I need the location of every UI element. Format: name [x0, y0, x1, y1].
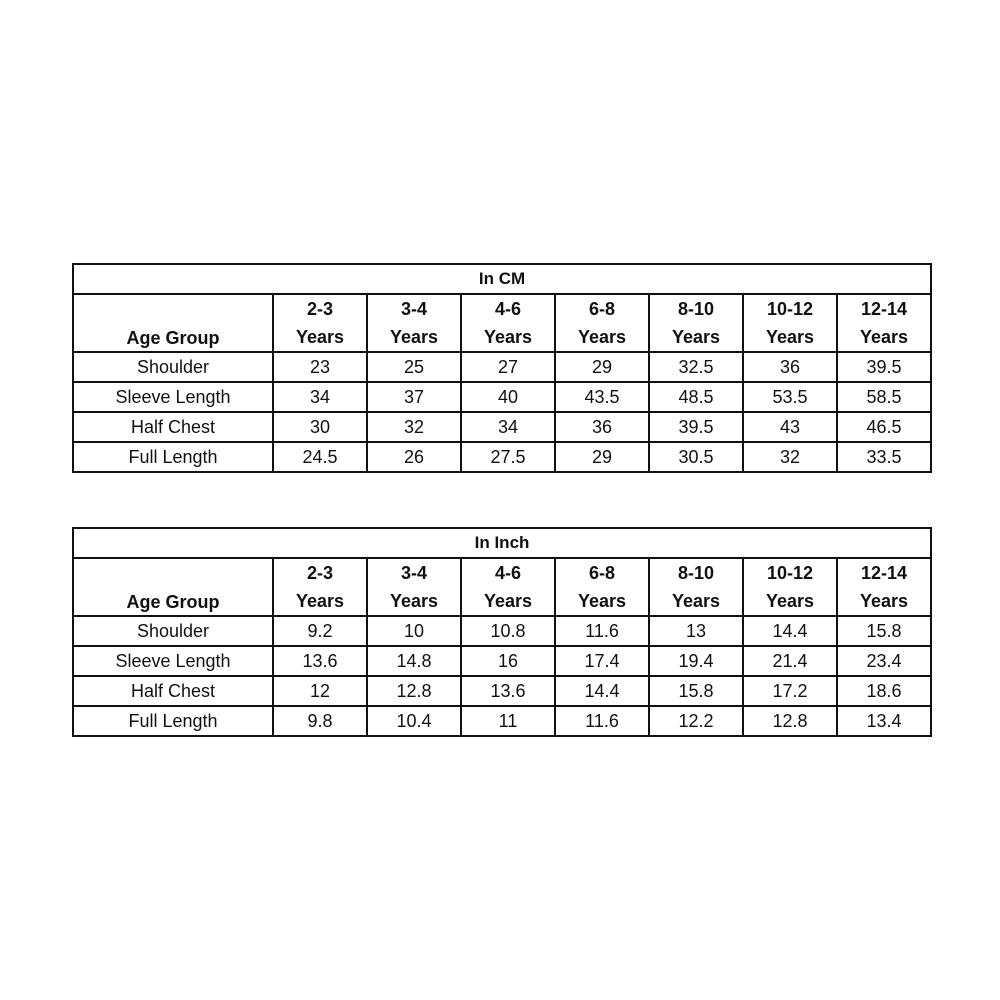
age-range: 10-12	[766, 563, 814, 583]
age-unit: Years	[389, 591, 439, 611]
row-label: Sleeve Length	[73, 382, 273, 412]
table-title-row	[73, 264, 931, 294]
age-unit: Years	[765, 327, 815, 347]
age-group-header	[367, 558, 461, 616]
row-label: Full Length	[73, 706, 273, 736]
table-cell: 29	[555, 442, 649, 472]
table-cell: 18.6	[837, 676, 931, 706]
age-range: 4-6	[494, 299, 521, 319]
age-group-header	[273, 294, 367, 352]
table-cell: 10	[367, 616, 461, 646]
row-label: Shoulder	[73, 352, 273, 382]
table-row	[73, 676, 931, 706]
age-unit: Years	[483, 591, 533, 611]
table-cell: 11	[461, 706, 555, 736]
age-group-label: Age Group	[73, 558, 273, 616]
table-cell: 14.4	[743, 616, 837, 646]
age-group-header	[743, 558, 837, 616]
table-cell: 9.2	[273, 616, 367, 646]
age-group-header	[555, 294, 649, 352]
age-group-header	[743, 294, 837, 352]
table-cell: 13.6	[273, 646, 367, 676]
table-cell: 30.5	[649, 442, 743, 472]
table-cell: 43	[743, 412, 837, 442]
table-cell: 32	[743, 442, 837, 472]
table-cell: 39.5	[649, 412, 743, 442]
age-range: 4-6	[494, 563, 521, 583]
age-unit: Years	[765, 591, 815, 611]
table-cell: 13.4	[837, 706, 931, 736]
table-cell: 21.4	[743, 646, 837, 676]
age-group-label: Age Group	[73, 294, 273, 352]
table-cell: 37	[367, 382, 461, 412]
row-label: Shoulder	[73, 616, 273, 646]
table-cell: 34	[273, 382, 367, 412]
table-cell: 12.8	[743, 706, 837, 736]
row-label: Half Chest	[73, 676, 273, 706]
table-cell: 24.5	[273, 442, 367, 472]
table-cell: 14.4	[555, 676, 649, 706]
table-row	[73, 616, 931, 646]
table-row	[73, 412, 931, 442]
age-unit: Years	[295, 591, 345, 611]
age-unit: Years	[295, 327, 345, 347]
table-cell: 15.8	[649, 676, 743, 706]
table-cell: 13	[649, 616, 743, 646]
table-row	[73, 352, 931, 382]
age-unit: Years	[389, 327, 439, 347]
table-cell: 17.2	[743, 676, 837, 706]
table-cell: 27.5	[461, 442, 555, 472]
table-cell: 29	[555, 352, 649, 382]
age-range: 12-14	[860, 299, 908, 319]
table-cell: 26	[367, 442, 461, 472]
table-cell: 19.4	[649, 646, 743, 676]
age-group-header	[367, 294, 461, 352]
age-range: 8-10	[677, 563, 715, 583]
table-cell: 12.8	[367, 676, 461, 706]
table-cell: 48.5	[649, 382, 743, 412]
age-range: 2-3	[306, 299, 333, 319]
table-cell: 10.4	[367, 706, 461, 736]
header-row	[73, 558, 931, 616]
table-title-row	[73, 528, 931, 558]
age-range: 2-3	[306, 563, 333, 583]
table-cell: 12	[273, 676, 367, 706]
age-unit: Years	[483, 327, 533, 347]
table-cell: 14.8	[367, 646, 461, 676]
age-group-header	[837, 294, 931, 352]
row-label: Half Chest	[73, 412, 273, 442]
table-cell: 36	[555, 412, 649, 442]
age-group-header	[649, 294, 743, 352]
header-row	[73, 294, 931, 352]
table-cell: 25	[367, 352, 461, 382]
table-cell: 33.5	[837, 442, 931, 472]
table-cell: 12.2	[649, 706, 743, 736]
table-cell: 53.5	[743, 382, 837, 412]
table-cell: 36	[743, 352, 837, 382]
table-title: In CM	[73, 264, 931, 294]
age-range: 6-8	[588, 299, 615, 319]
age-range: 10-12	[766, 299, 814, 319]
age-unit: Years	[859, 591, 909, 611]
row-label: Sleeve Length	[73, 646, 273, 676]
age-group-header	[837, 558, 931, 616]
age-range: 8-10	[677, 299, 715, 319]
age-unit: Years	[577, 327, 627, 347]
size-table-cm	[72, 263, 932, 473]
row-label: Full Length	[73, 442, 273, 472]
table-cell: 11.6	[555, 706, 649, 736]
size-table-inch	[72, 527, 932, 737]
age-group-header	[461, 294, 555, 352]
table-cell: 32.5	[649, 352, 743, 382]
age-unit: Years	[671, 327, 721, 347]
table-row	[73, 646, 931, 676]
age-range: 12-14	[860, 563, 908, 583]
table-cell: 16	[461, 646, 555, 676]
age-group-header	[273, 558, 367, 616]
table-cell: 46.5	[837, 412, 931, 442]
table-cell: 34	[461, 412, 555, 442]
age-range: 6-8	[588, 563, 615, 583]
table-cell: 13.6	[461, 676, 555, 706]
table-cell: 17.4	[555, 646, 649, 676]
table-cell: 39.5	[837, 352, 931, 382]
age-range: 3-4	[400, 299, 427, 319]
table-cell: 40	[461, 382, 555, 412]
age-group-header	[555, 558, 649, 616]
table-row	[73, 706, 931, 736]
age-unit: Years	[671, 591, 721, 611]
age-group-header	[461, 558, 555, 616]
table-cell: 9.8	[273, 706, 367, 736]
age-range: 3-4	[400, 563, 427, 583]
table-title: In Inch	[73, 528, 931, 558]
table-cell: 15.8	[837, 616, 931, 646]
table-cell: 32	[367, 412, 461, 442]
table-cell: 11.6	[555, 616, 649, 646]
table-row	[73, 382, 931, 412]
table-cell: 43.5	[555, 382, 649, 412]
age-unit: Years	[577, 591, 627, 611]
age-unit: Years	[859, 327, 909, 347]
table-cell: 58.5	[837, 382, 931, 412]
table-cell: 27	[461, 352, 555, 382]
table-cell: 23.4	[837, 646, 931, 676]
table-cell: 30	[273, 412, 367, 442]
table-cell: 10.8	[461, 616, 555, 646]
table-row	[73, 442, 931, 472]
age-group-header	[649, 558, 743, 616]
table-cell: 23	[273, 352, 367, 382]
